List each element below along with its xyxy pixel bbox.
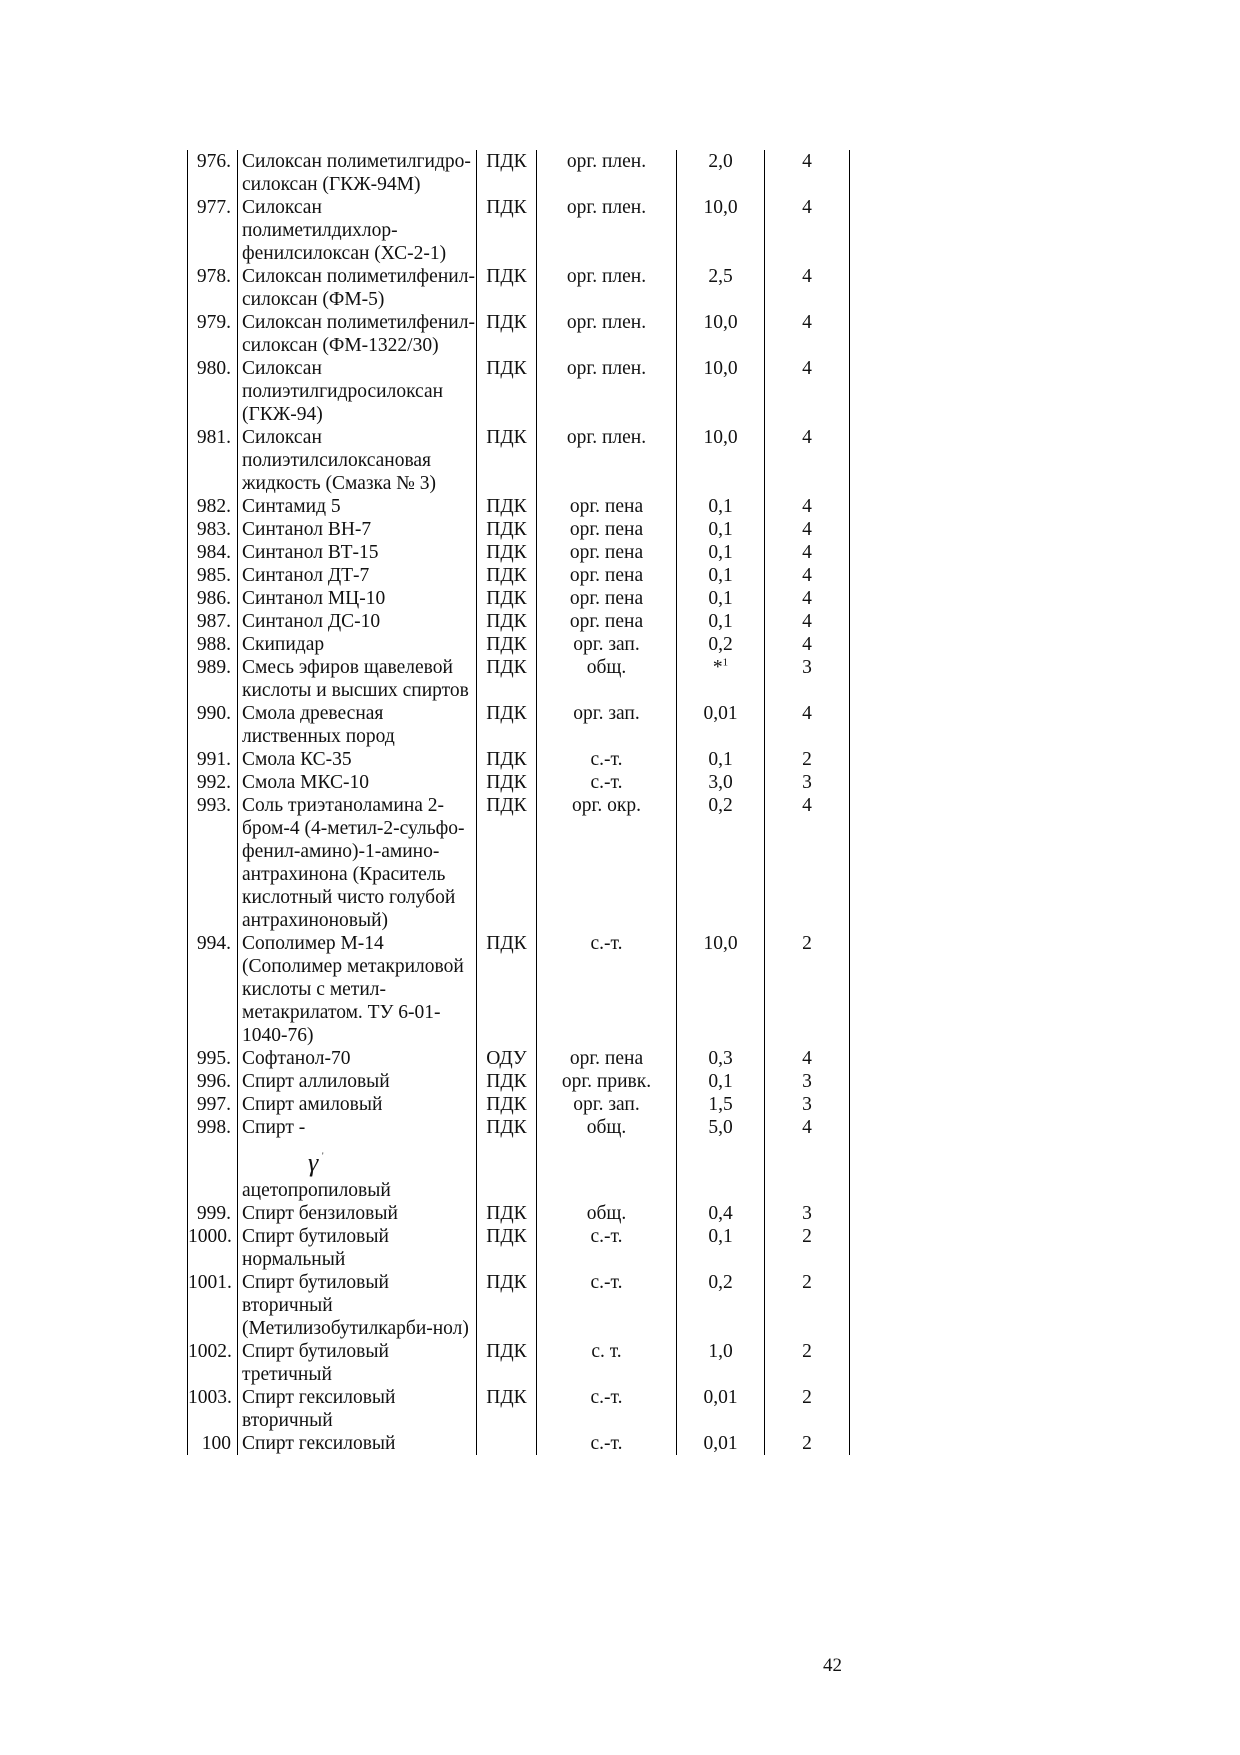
hazard-sign: с.-т. <box>537 748 677 771</box>
substance-name: Смесь эфиров щавелевой кислоты и высших спиртов <box>238 656 477 702</box>
limit-value: 0,2 <box>677 633 765 656</box>
limit-value <box>677 656 765 702</box>
hazard-class: 4 <box>765 610 850 633</box>
limit-value: 1,5 <box>677 1093 765 1116</box>
hazard-sign: орг. зап. <box>537 633 677 656</box>
row-number: 990. <box>188 702 238 748</box>
hazard-sign: общ. <box>537 656 677 702</box>
substance-name: Спирт бутиловый вторичный (Метилизобутилкарби-нол) <box>238 1271 477 1340</box>
limit-type: ПДК <box>477 541 537 564</box>
gamma-symbol: γ <box>308 1148 319 1177</box>
limit-value: 2,0 <box>677 150 765 196</box>
limit-type: ПДК <box>477 771 537 794</box>
row-number: 1001. <box>188 1271 238 1340</box>
hazard-sign: общ. <box>537 1116 677 1202</box>
hazard-sign: орг. пена <box>537 541 677 564</box>
hazard-sign: орг. плен. <box>537 265 677 311</box>
limit-value: 0,01 <box>677 702 765 748</box>
hazard-sign: орг. плен. <box>537 357 677 426</box>
limit-type: ПДК <box>477 656 537 702</box>
limit-value: 1,0 <box>677 1340 765 1386</box>
hazard-class: 2 <box>765 1271 850 1340</box>
table-row <box>188 1202 850 1225</box>
table-row <box>188 1432 850 1455</box>
limit-type: ПДК <box>477 564 537 587</box>
page-number: 42 <box>823 1655 842 1676</box>
row-number: 992. <box>188 771 238 794</box>
limit-value: 0,01 <box>677 1386 765 1432</box>
hazard-sign: орг. зап. <box>537 1093 677 1116</box>
limit-value: 10,0 <box>677 196 765 265</box>
substance-name: Спирт амиловый <box>238 1093 477 1116</box>
hazard-class: 4 <box>765 564 850 587</box>
hazard-sign: орг. пена <box>537 495 677 518</box>
limit-value: 10,0 <box>677 426 765 495</box>
limit-value: 0,01 <box>677 1432 765 1455</box>
hazard-class: 4 <box>765 150 850 196</box>
hazard-class: 2 <box>765 1432 850 1455</box>
substance-name: Силоксан полиэтилсилоксановая жидкость (Смазка № 3) <box>238 426 477 495</box>
limit-type: ПДК <box>477 932 537 1047</box>
hazard-sign: с.-т. <box>537 771 677 794</box>
row-number: 998. <box>188 1116 238 1202</box>
gamma-mark: ' <box>322 1151 324 1161</box>
table-row <box>188 564 850 587</box>
table-row <box>188 610 850 633</box>
substance-table <box>187 150 850 1455</box>
hazard-sign: орг. плен. <box>537 311 677 357</box>
row-number: 991. <box>188 748 238 771</box>
hazard-sign: с. т. <box>537 1340 677 1386</box>
substance-name: Синтанол МЦ-10 <box>238 587 477 610</box>
row-number: 1000. <box>188 1225 238 1271</box>
substance-name: Силоксан полиметилфенил-силоксан (ФМ-5) <box>238 265 477 311</box>
substance-name: Соль триэтаноламина 2-бром-4 (4-метил-2-сульфо-фенил-амино)-1-амино-антрахинона (Краситель кислотный чисто голубой антрахиноновый) <box>238 794 477 932</box>
hazard-class: 4 <box>765 196 850 265</box>
row-number: 100 <box>188 1432 238 1455</box>
hazard-class: 3 <box>765 771 850 794</box>
substance-name: Скипидар <box>238 633 477 656</box>
limit-type: ПДК <box>477 794 537 932</box>
limit-type: ПДК <box>477 1116 537 1202</box>
hazard-class: 4 <box>765 541 850 564</box>
hazard-class: 4 <box>765 426 850 495</box>
substance-name: Сополимер М-14 (Сополимер метакриловой кислоты с метил-метакрилатом. ТУ 6-01-1040-76) <box>238 932 477 1047</box>
hazard-class: 3 <box>765 656 850 702</box>
row-number: 997. <box>188 1093 238 1116</box>
table-row <box>188 150 850 196</box>
table-row <box>188 265 850 311</box>
row-number: 1003. <box>188 1386 238 1432</box>
row-number: 977. <box>188 196 238 265</box>
table-row <box>188 771 850 794</box>
footnote-mark: 1 <box>722 656 729 669</box>
hazard-class: 3 <box>765 1070 850 1093</box>
limit-type: ПДК <box>477 1386 537 1432</box>
table-row <box>188 1225 850 1271</box>
substance-name: Спирт гексиловый вторичный <box>238 1386 477 1432</box>
hazard-sign: с.-т. <box>537 1432 677 1455</box>
table-row <box>188 357 850 426</box>
limit-value: 0,1 <box>677 610 765 633</box>
substance-name: Синтанол ВН-7 <box>238 518 477 541</box>
limit-value: 0,1 <box>677 564 765 587</box>
hazard-class: 4 <box>765 1116 850 1202</box>
limit-type: ПДК <box>477 1271 537 1340</box>
limit-type: ПДК <box>477 748 537 771</box>
row-number: 978. <box>188 265 238 311</box>
limit-type <box>477 1432 537 1455</box>
limit-value: 0,1 <box>677 518 765 541</box>
substance-name: Синтанол ДС-10 <box>238 610 477 633</box>
limit-value: 10,0 <box>677 311 765 357</box>
hazard-sign: орг. окр. <box>537 794 677 932</box>
limit-type: ПДК <box>477 610 537 633</box>
hazard-class: 2 <box>765 1225 850 1271</box>
hazard-class: 2 <box>765 1340 850 1386</box>
hazard-sign: орг. зап. <box>537 702 677 748</box>
hazard-class: 4 <box>765 633 850 656</box>
substance-name: Силоксан полиметилфенил-силоксан (ФМ-1322/30) <box>238 311 477 357</box>
table-row <box>188 633 850 656</box>
hazard-sign: орг. пена <box>537 518 677 541</box>
table-row <box>188 932 850 1047</box>
limit-value: 10,0 <box>677 932 765 1047</box>
limit-value: 0,1 <box>677 1070 765 1093</box>
substance-name <box>238 1116 477 1202</box>
limit-value: 0,1 <box>677 1225 765 1271</box>
row-number: 984. <box>188 541 238 564</box>
limit-type: ПДК <box>477 426 537 495</box>
limit-type: ПДК <box>477 311 537 357</box>
hazard-sign: с.-т. <box>537 1225 677 1271</box>
hazard-class: 4 <box>765 265 850 311</box>
substance-name: Смола древесная лиственных пород <box>238 702 477 748</box>
substance-name: Софтанол-70 <box>238 1047 477 1070</box>
table-row <box>188 1093 850 1116</box>
table-row <box>188 1340 850 1386</box>
table-row <box>188 1116 850 1202</box>
hazard-class: 3 <box>765 1202 850 1225</box>
substance-name: Спирт бензиловый <box>238 1202 477 1225</box>
hazard-sign: орг. пена <box>537 1047 677 1070</box>
limit-value: 3,0 <box>677 771 765 794</box>
limit-type: ПДК <box>477 1340 537 1386</box>
row-number: 976. <box>188 150 238 196</box>
table-row <box>188 426 850 495</box>
limit-type: ПДК <box>477 518 537 541</box>
hazard-sign: орг. пена <box>537 587 677 610</box>
hazard-class: 4 <box>765 357 850 426</box>
row-number: 979. <box>188 311 238 357</box>
row-number: 996. <box>188 1070 238 1093</box>
row-number: 985. <box>188 564 238 587</box>
row-number: 999. <box>188 1202 238 1225</box>
hazard-class: 4 <box>765 587 850 610</box>
table-row <box>188 1386 850 1432</box>
hazard-class: 2 <box>765 932 850 1047</box>
limit-value: 0,3 <box>677 1047 765 1070</box>
limit-value: 0,1 <box>677 541 765 564</box>
row-number: 995. <box>188 1047 238 1070</box>
substance-name: Силоксан полиметилдихлор-фенилсилоксан (ХС-2-1) <box>238 196 477 265</box>
limit-value: 0,2 <box>677 794 765 932</box>
table-row <box>188 1047 850 1070</box>
row-number: 983. <box>188 518 238 541</box>
limit-type: ПДК <box>477 196 537 265</box>
table-row <box>188 587 850 610</box>
limit-value: 10,0 <box>677 357 765 426</box>
row-number: 980. <box>188 357 238 426</box>
row-number: 993. <box>188 794 238 932</box>
substance-name: Синтамид 5 <box>238 495 477 518</box>
hazard-sign: орг. пена <box>537 610 677 633</box>
substance-name: Силоксан полиэтилгидросилоксан (ГКЖ-94) <box>238 357 477 426</box>
row-number: 982. <box>188 495 238 518</box>
limit-value: 0,2 <box>677 1271 765 1340</box>
hazard-class: 4 <box>765 311 850 357</box>
row-number: 987. <box>188 610 238 633</box>
substance-name-line: ацетопропиловый <box>242 1180 391 1201</box>
substance-name-line: Спирт - <box>242 1117 306 1138</box>
substance-name: Спирт бутиловый третичный <box>238 1340 477 1386</box>
table-row <box>188 748 850 771</box>
table-row <box>188 541 850 564</box>
substance-name: Силоксан полиметилгидро-силоксан (ГКЖ-94М) <box>238 150 477 196</box>
table-row <box>188 196 850 265</box>
limit-value: 0,4 <box>677 1202 765 1225</box>
hazard-sign: с.-т. <box>537 1271 677 1340</box>
substance-name: Синтанол ДТ-7 <box>238 564 477 587</box>
hazard-class: 4 <box>765 794 850 932</box>
limit-value-text: * <box>712 657 723 678</box>
limit-type: ПДК <box>477 495 537 518</box>
limit-value: 2,5 <box>677 265 765 311</box>
row-number: 1002. <box>188 1340 238 1386</box>
hazard-class: 2 <box>765 1386 850 1432</box>
substance-name: Спирт аллиловый <box>238 1070 477 1093</box>
table-row <box>188 794 850 932</box>
limit-value: 0,1 <box>677 748 765 771</box>
hazard-class: 2 <box>765 748 850 771</box>
limit-value: 5,0 <box>677 1116 765 1202</box>
hazard-class: 4 <box>765 1047 850 1070</box>
row-number: 989. <box>188 656 238 702</box>
table-row <box>188 518 850 541</box>
substance-name: Спирт гексиловый <box>238 1432 477 1455</box>
limit-type: ОДУ <box>477 1047 537 1070</box>
substance-name: Смола КС-35 <box>238 748 477 771</box>
table-row <box>188 495 850 518</box>
hazard-class: 4 <box>765 518 850 541</box>
substance-name: Спирт бутиловый нормальный <box>238 1225 477 1271</box>
hazard-sign: с.-т. <box>537 1386 677 1432</box>
limit-type: ПДК <box>477 1070 537 1093</box>
table-row <box>188 656 850 702</box>
hazard-sign: орг. пена <box>537 564 677 587</box>
hazard-class: 3 <box>765 1093 850 1116</box>
hazard-sign: общ. <box>537 1202 677 1225</box>
limit-type: ПДК <box>477 1093 537 1116</box>
row-number: 988. <box>188 633 238 656</box>
substance-name: Синтанол ВТ-15 <box>238 541 477 564</box>
limit-type: ПДК <box>477 265 537 311</box>
limit-type: ПДК <box>477 1202 537 1225</box>
hazard-sign: орг. плен. <box>537 150 677 196</box>
gamma-symbol-line <box>242 1139 476 1179</box>
table-row <box>188 311 850 357</box>
row-number: 994. <box>188 932 238 1047</box>
hazard-sign: орг. плен. <box>537 196 677 265</box>
table-row <box>188 702 850 748</box>
hazard-sign: орг. привк. <box>537 1070 677 1093</box>
table-row <box>188 1271 850 1340</box>
limit-type: ПДК <box>477 1225 537 1271</box>
limit-type: ПДК <box>477 587 537 610</box>
hazard-sign: орг. плен. <box>537 426 677 495</box>
row-number: 981. <box>188 426 238 495</box>
limit-type: ПДК <box>477 633 537 656</box>
substance-name: Смола МКС-10 <box>238 771 477 794</box>
limit-value: 0,1 <box>677 495 765 518</box>
row-number: 986. <box>188 587 238 610</box>
limit-type: ПДК <box>477 357 537 426</box>
hazard-class: 4 <box>765 702 850 748</box>
hazard-class: 4 <box>765 495 850 518</box>
limit-type: ПДК <box>477 150 537 196</box>
hazard-sign: с.-т. <box>537 932 677 1047</box>
table-row <box>188 1070 850 1093</box>
limit-value: 0,1 <box>677 587 765 610</box>
limit-type: ПДК <box>477 702 537 748</box>
